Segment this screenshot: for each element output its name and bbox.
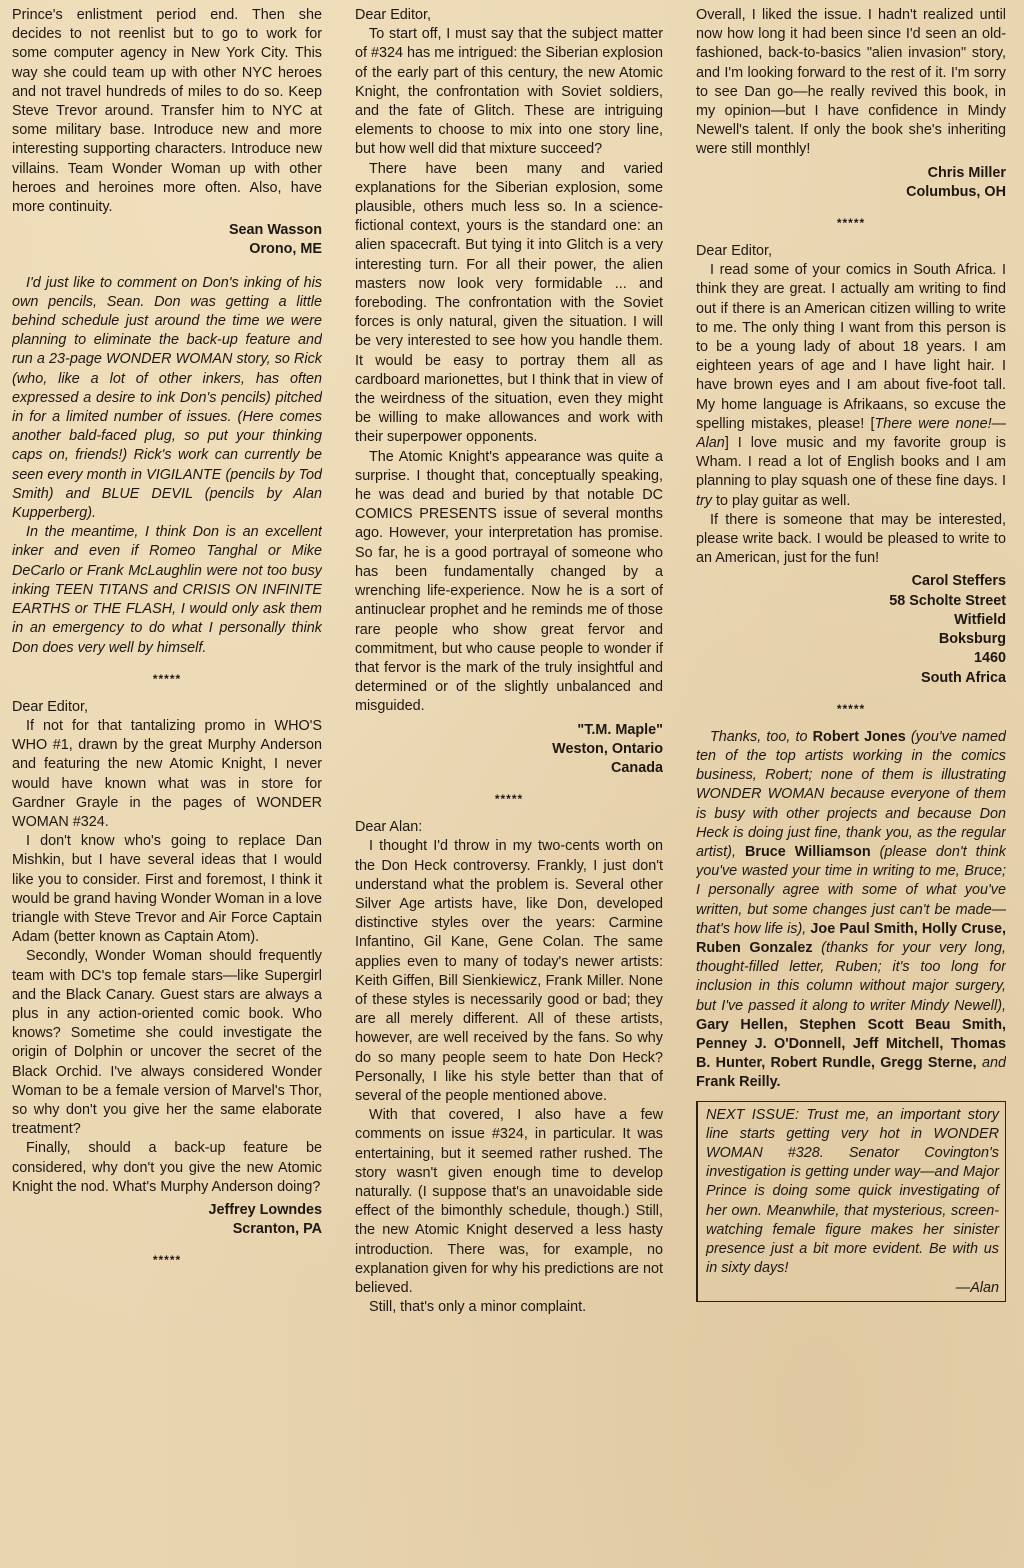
- signature-place: Weston, Ontario: [552, 740, 663, 757]
- letter-paragraph: [696, 261, 1006, 511]
- signature-city: Boksburg: [938, 631, 1006, 648]
- text-run: Thanks, too, to: [710, 728, 813, 745]
- letter-signature: [12, 221, 322, 259]
- letter-signature: [12, 1201, 322, 1239]
- letter-paragraph: Still, that's only a minor complaint.: [369, 1299, 587, 1316]
- section-divider: *****: [152, 1253, 182, 1268]
- letter-paragraph: If there is someone that may be interested, please write back. I would be pleased to write to an American, just for the fun!: [696, 511, 1006, 567]
- signature-name: Carol Steffers: [911, 573, 1006, 590]
- letter-paragraph: Overall, I liked the issue. I hadn't realized until now how long it had been since I'd seen an old-fashioned, back-to-basics "alien invasion" story, and I'm looking forward to the rest of it. I'm sorry to see Dan go—he really revived this book, in my opinion—but I have confidence in Mindy Newell's talent. If only the book she's inheriting were still monthly!: [696, 7, 1006, 158]
- text-run: I read some of your comics in South Africa. I think they are great. I actually am writing to find out if there is an American citizen willing to write to me. The only thing I want from this person is to be a young lady of about 18 years. I am eighteen years of age and I have light hair. I have brown eyes and I am about five-foot tall. My home language is Afrikaans, so excuse the spelling mistakes, please! [: [696, 262, 1006, 432]
- letter-paragraph: With that covered, I also have a few comments on issue #324, in particular. It was entertaining, but it seemed rather rushed. The story wasn't given enough time to develop naturally. (I suppose that's an unavoidable side effect of the bimonthly schedule, though.) Still, the new Atomic Knight deserved a less hasty introduction. There was, for example, no explanation given for why his predictions are not believed.: [355, 1107, 663, 1296]
- editor-reply: In the meantime, I think Don is an excellent inker and even if Romeo Tanghal or Mike DeCarlo or Frank McLaughlin were not too busy inking TEEN TITANS and CRISIS ON INFINITE EARTHS or THE FLASH, I would only ask them in an emergency to do what I personally think Don does very well by himself.: [12, 524, 322, 656]
- signature-name: Jeffrey Lowndes: [208, 1201, 322, 1218]
- letter-paragraph: I thought I'd throw in my two-cents worth on the Don Heck controversy. Frankly, I just don't understand what the problem is. Several other Silver Age artists have, like Don, developed distinctive styles over the years: Carmine Infantino, Gil Kane, Gene Colan. The same applies even to many of today's newer artists: Keith Giffen, Bill Sienkiewicz, Frank Miller. None of these styles is necessarily good or bad; they are all merely different. All of these artists, however, are well received by the fans. So why do so many people seem to hate Don Heck? Personally, I like his style better than that of several of the people mentioned above.: [355, 838, 663, 1104]
- signature-place: Orono, ME: [249, 241, 322, 258]
- signature-town: Witfield: [954, 611, 1006, 628]
- text-run: (thanks for your very long, thought-filled letter, Ruben; it's too long for inclusion in this column without major surgery, but I've passed it along to writer Mindy Newell),: [696, 939, 1006, 1014]
- letter-salutation: Dear Editor,: [696, 243, 772, 260]
- letter-paragraph: Prince's enlistment period end. Then she decides to not reenlist but to go to work for some computer agency in New York City. This way she could team up with other NYC heroes and not travel hundreds of miles to do so. Keep Steve Trevor around. Transfer him to NYC at some military base. Introduce new and more interesting supporting characters. Introduce new villains. Team Wonder Woman up with other heroes and heroines more often. Also, have more continuity.: [12, 7, 322, 216]
- reader-name: Bruce Williamson: [744, 843, 871, 860]
- text-run: to play guitar as well.: [712, 492, 851, 509]
- text-run: (you've named ten of the top artists working in the comics business, Robert; none of them is illustrating WONDER WOMAN because everyone of them is busy with other projects and because Don Heck is doing just fine, thank you, as the regular artist),: [696, 728, 1006, 860]
- letter-signature: [696, 572, 1006, 687]
- letter-salutation: Dear Editor,: [12, 698, 88, 715]
- reader-name: Frank Reilly.: [696, 1074, 781, 1091]
- letter-paragraph: Finally, should a back-up feature be considered, why don't you give the new Atomic Knight the nod. What's Murphy Anderson doing?: [12, 1140, 322, 1195]
- text-run: (please don't think you've wasted your time in writing to me, Bruce; I personally agree with some of what you've written, but some changes just can't be made—that's how life is),: [696, 843, 1006, 937]
- column-2: [355, 6, 663, 1562]
- signature-country: South Africa: [920, 669, 1006, 686]
- text-run: ] I love music and my favorite group is Wham. I read a lot of English books and I am planning to play squash one of these fine days. I: [696, 435, 1006, 490]
- editor-thanks: [696, 728, 1006, 1093]
- signature-code: 1460: [973, 650, 1006, 667]
- signature-name: Sean Wasson: [228, 222, 322, 239]
- column-1: [12, 6, 322, 1562]
- section-divider: *****: [494, 792, 524, 807]
- letter-paragraph: To start off, I must say that the subject matter of #324 has me intrigued: the Siberian explosion of the early part of this century, the new Atomic Knight, the confrontation with Soviet soldiers, and the fate of Glitch. These are intriguing elements to choose to mix into one story line, but how well did that mixture succeed?: [355, 26, 663, 158]
- letter-paragraph: There have been many and varied explanations for the Siberian explosion, some plausible, others much less so. In a science-fictional context, yours is the standard one: an alien spacecraft. But tying it into Glitch is a very interesting turn. For all their power, the alien masters now look very formidable ... and foreboding. The confrontation with the Soviet forces is only natural, given the situation. I will be very interested to see how you handle them. It would be easy to portray them all as cardboard marionettes, but I think that in view of the weirdness of the situation, even they might be willing to make allowances and work with their superpower opponents.: [355, 160, 663, 446]
- letter-paragraph: I don't know who's going to replace Dan Mishkin, but I have several ideas that I would like you to consider. First and foremost, I think it would be grand having Wonder Woman in a love triangle with Steve Trevor and Air Force Captain Adam (better known as Captain Atom).: [12, 833, 322, 946]
- signature-name: "T.M. Maple": [577, 721, 663, 738]
- section-divider: *****: [836, 701, 866, 716]
- letter-paragraph: If not for that tantalizing promo in WHO'S WHO #1, drawn by the great Murphy Anderson and featuring the new Atomic Knight, I never would have known what was in store for Gardner Grayle in the pages of WONDER WOMAN #324.: [12, 717, 322, 830]
- letter-paragraph: The Atomic Knight's appearance was quite a surprise. I thought that, conceptually speaking, he was dead and buried by that notable DC COMICS PRESENTS issue of several months ago. However, your interpretation has promise. So far, he is a good portrayal of someone who has been fundamentally changed by a wrenching life-experience. Now he is a sort of antinuclear prophet and he reminds me of those rare people who show great fervor and commitment, but who cause people to wonder if that fervor is the mark of the truly insightful and determined or of the slightly unbalanced and misguided.: [355, 448, 663, 715]
- next-issue-text: NEXT ISSUE: Trust me, an important story line starts getting very hot in WONDER WOMAN #328. Senator Covington's investigation is getting under way—and Major Prince is doing some quick investigating of her own. Meanwhile, that mysterious, screen-watching female figure makes her sinister presence just a bit more evident. Be with us in sixty days!: [706, 1106, 999, 1277]
- editor-reply: I'd just like to comment on Don's inking of his own pencils, Sean. Don was getting a little behind schedule just around the time we were planning to eliminate the back-up feature and run a 23-page WONDER WOMAN story, so Rick (who, like a lot of other inkers, has often expressed a desire to ink Don's pencils) pitched in for a limited number of issues. (Here comes another bald-faced plug, so put your thinking caps on, friends!) Rick's work can currently be seen every month in VIGILANTE (pencils by Tod Smith) and BLUE DEVIL (pencils by Alan Kupperberg).: [12, 274, 322, 522]
- signature-name: Chris Miller: [927, 164, 1006, 181]
- letter-signature: [355, 721, 663, 779]
- text-run: and: [976, 1055, 1006, 1072]
- section-divider: *****: [836, 216, 866, 231]
- signature-place: Scranton, PA: [232, 1221, 322, 1238]
- reader-name: Joe Paul Smith, Holly Cruse, Ruben Gonzalez: [696, 920, 1006, 956]
- emphasis: try: [696, 492, 712, 509]
- signature-place: Columbus, OH: [906, 183, 1006, 200]
- signature-country: Canada: [611, 759, 663, 776]
- letter-salutation: Dear Editor,: [355, 7, 431, 23]
- reader-name: Robert Jones: [812, 728, 906, 745]
- signature-street: 58 Scholte Street: [889, 592, 1006, 609]
- letter-signature: [696, 164, 1006, 202]
- letter-paragraph: Secondly, Wonder Woman should frequently team with DC's top female stars—like Supergirl and the Black Canary. Guest stars are always a plus in any action-oriented comic book. Who knows? Sometime she could investigate the origin of Dolphin or uncover the secret of the Black Orchid. I've always considered Wonder Woman to be a female version of Marvel's Thor, so why don't you give her the same elaborate treatment?: [12, 948, 322, 1138]
- reader-name: Gary Hellen, Stephen Scott Beau Smith, Penney J. O'Donnell, Jeff Mitchell, Thomas B. Hunter, Robert Rundle, Gregg Sterne,: [696, 1016, 1006, 1072]
- editor-note: There were none!—Alan: [696, 415, 1006, 452]
- letter-salutation: Dear Alan:: [355, 819, 423, 836]
- section-divider: *****: [152, 671, 182, 686]
- next-issue-box: [696, 1101, 1006, 1302]
- next-issue-signature: —Alan: [955, 1280, 999, 1297]
- column-3: [696, 6, 1006, 1562]
